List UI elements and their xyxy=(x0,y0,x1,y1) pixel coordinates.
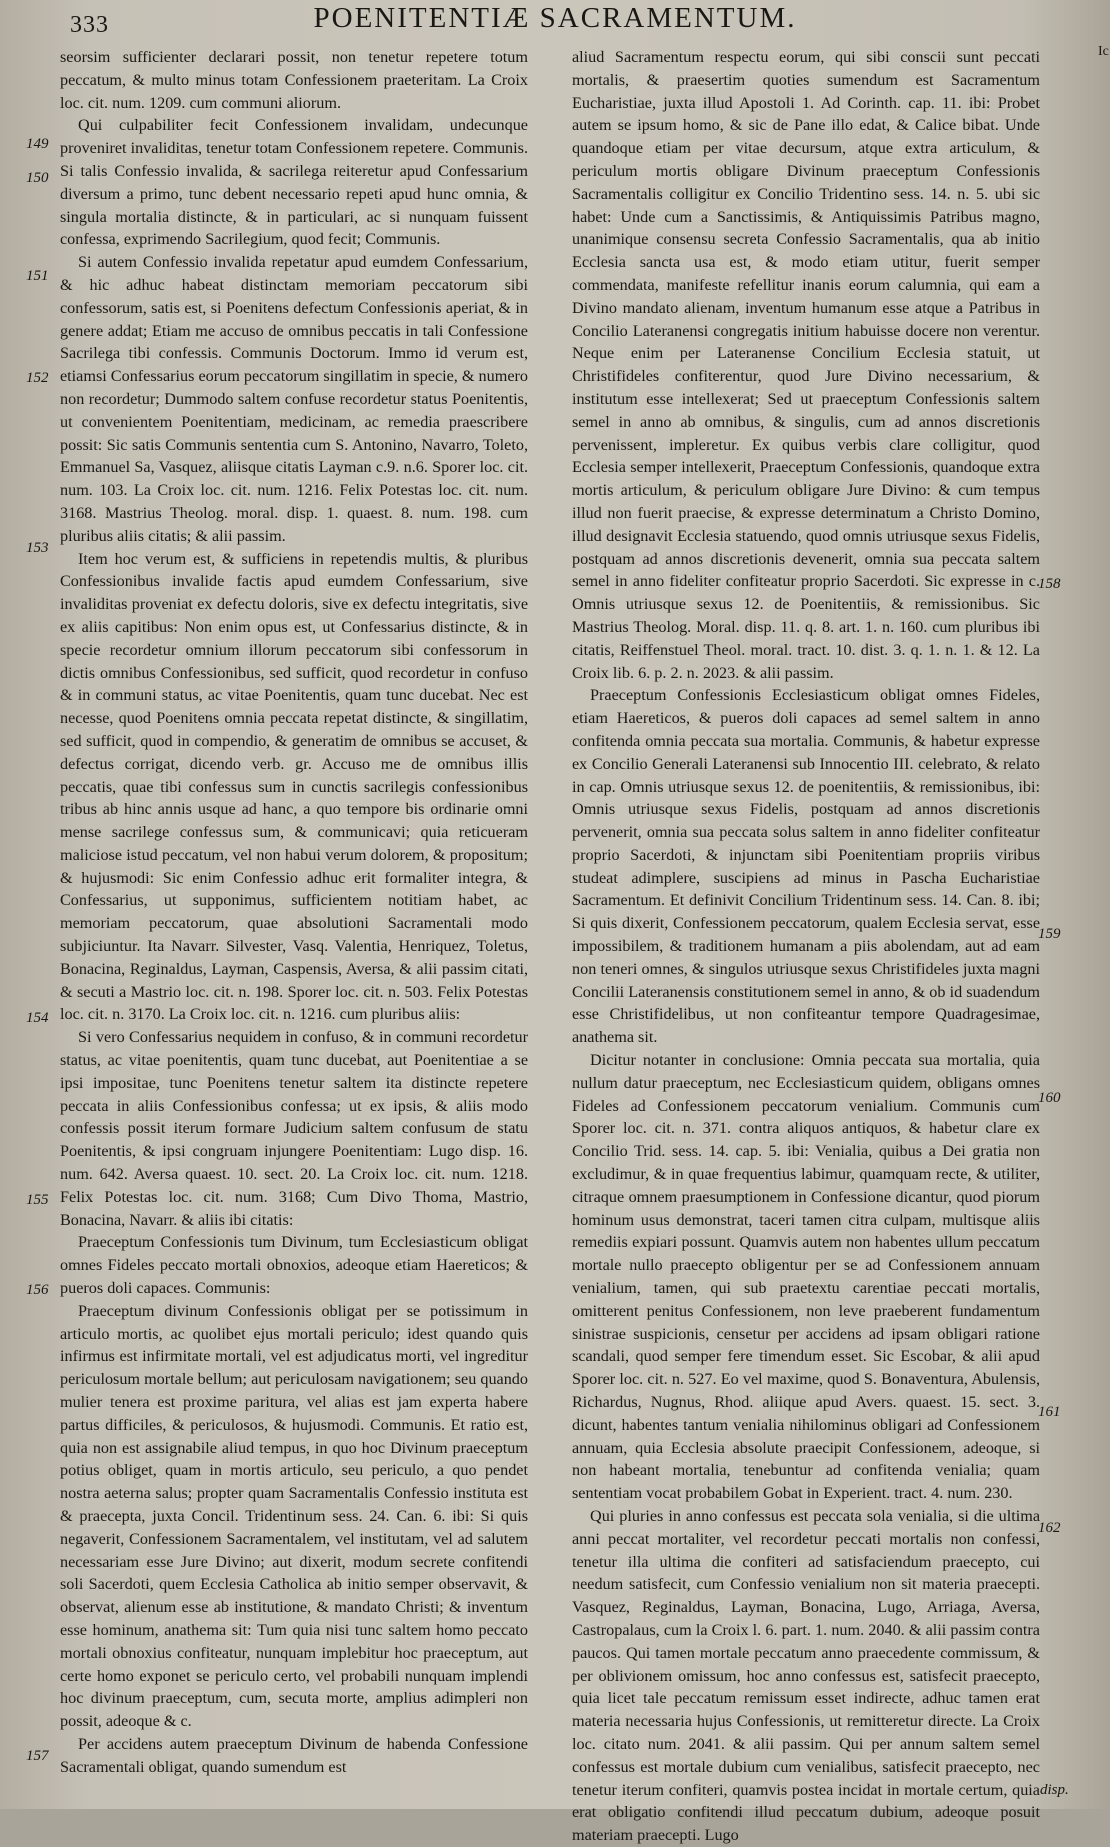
paragraph: Si autem Confessio invalida repetatur apud eumdem Confessarium, & hic adhuc habeat distinctam memoriam peccatorum sibi confessorum, satis est, si Poenitens defectum Confessionis aperiat, & in genere addat; Etiam me accuso de omnibus peccatis in tali Confessione Sacrilega tibi confessis. Communis Doctorum. Immo id verum est, etiamsi Confessarius eorum peccatorum singillatim in specie, & numero non recordetur; Dummodo saltem confuse recordetur status Poenitentis, ut convenientem Poenitentiam, medicinam, ac remedia praescribere possit: Sic satis Communis sententia cum S. Antonino, Navarro, Toleto, Emmanuel Sa, Vasquez, aliisque citatis Layman c.9. n.6. Sporer loc. cit. num. 103. La Croix loc. cit. num. 1216. Felix Potestas loc. cit. num. 3168. Mastrius Theolog. moral. disp. 1. quaest. 8. num. 198. cum pluribus aliis citatis; & alii passim. xyxy=(60,253,528,545)
margin-number: 153 xyxy=(26,540,49,556)
edge-mark: Ic xyxy=(1098,44,1109,59)
margin-number: 162 xyxy=(1038,1520,1061,1536)
margin-number: 161 xyxy=(1038,1404,1061,1420)
signature-mark: disp. xyxy=(1040,1782,1069,1798)
margin-number: 158 xyxy=(1038,576,1061,592)
paragraph: seorsim sufficienter declarari possit, non tenetur repetere totum peccatum, & multo minus totam Confessionem praeteritam. La Croix loc. cit. num. 1209. cum communi aliorum. xyxy=(60,48,528,112)
paragraph: Item hoc verum est, & sufficiens in repetendis multis, & pluribus Confessionibus invalide factis apud eumdem Confessarium, sive invaliditas proveniat ex defectu doloris, sive ex defectu integritatis, sive ex aliis capitibus: Non enim opus est, ut Confessarius distincte, & in specie recordetur omnium illorum peccatorum sibi confessorum in dictis omnibus Confessionibus, sed sufficit, quod recordetur in confuso & in communi status, ac vitae Poenitentis, quam tunc ducebat. Nec est necesse, quod Poenitens omnia peccata repetat distincte, & singillatim, sed sufficit, quod in compendio, & generatim de omnibus se accuset, & defectus corrigat, dicendo verb. gr. Accuso me de omnibus illis peccatis, quae tibi confessus sum in cunctis sacrilegis confessionibus tribus ab hinc annis usque ad hanc, a quo tempore bis ordinarie omni mense sacrilege confessus sum, & communicavi; quia reticueram maliciose istud peccatum, vel non habui verum dolorem, & propositum; & hujusmodi: Sic enim Confessio adhuc erit formaliter integra, & Confessarius, ut supponimus, sufficientem notitiam habet, ac memoriam peccatorum, quae absolutioni Sacramentali modo subjiciuntur. Ita Navarr. Silvester, Vasq. Valentia, Henriquez, Toletus, Bonacina, Reginaldus, Layman, Caspensis, Aversa, & alii passim citati, & secuti a Mastrio loc. cit. n. 198. Sporer loc. cit. n. 503. Felix Potestas loc. cit. n. 3170. La Croix loc. cit. n. 1216. cum pluribus aliis: xyxy=(60,549,528,1024)
margin-number: 157 xyxy=(26,1748,49,1764)
margin-number: 160 xyxy=(1038,1090,1061,1106)
margin-number: 159 xyxy=(1038,926,1061,942)
page-number: 333 xyxy=(70,12,109,38)
paragraph: Praeceptum divinum Confessionis obligat per se potissimum in articulo mortis, ac quolibet ejus mortali periculo; idest quando quis infirmus est infirmitate mortali, vel est adjudicatus morti, vel ingreditur periculosum mortale bellum; aut periculosam navigationem; seu quando mulier tenera est proxime paritura, vel alias est jam experta habere partus difficiles, & periculosos, & hujusmodi. Communis. Et ratio est, quia non est assignabile aliud tempus, in quo hoc Divinum praeceptum potius obliget, quam in mortis articulo, seu periculo, a quo pendet nostra aeterna salus; propter quam Sacramentalis Confessio instituta est & praecepta, juxta Concil. Tridentinum sess. 24. Can. 6. ibi: Si quis negaverit, Confessionem Sacramentalem, vel institutam, vel ad salutem necessariam esse Jure Divino; aut dixerit, modum secrete confitendi soli Sacerdoti, quem Ecclesia Catholica ab initio semper observavit, & observat, alienum esse ab institutione, & mandato Christi; & inventum esse hominum, anathema sit: Tum quia nisi tunc saltem homo peccato mortali obnoxius confiteatur, nunquam implebitur hoc praeceptum, aut certe homo exponet se periculo certo, vel probabili nunquam implendi hoc divinum praeceptum, cum, secuta morte, amplius adimpleri non possit, adeoque & c. xyxy=(60,1301,528,1731)
paragraph: Praeceptum Confessionis tum Divinum, tum Ecclesiasticum obligat omnes Fideles peccato mortali obnoxios, adeoque etiam Haereticos; & pueros doli capaces. Communis: xyxy=(60,1233,528,1298)
margin-number: 156 xyxy=(26,1282,49,1298)
margin-number: 152 xyxy=(26,370,49,386)
page-title: POENITENTIÆ SACRAMENTUM. xyxy=(313,2,797,34)
right-column xyxy=(572,46,1040,1845)
paragraph: Qui pluries in anno confessus est peccata sola venialia, si die ultima anni peccat mortaliter, vel recordetur peccati mortalis non confessi, tenetur illa ultima die confiteri ad satisfaciendum praecepto, cui needum satisfecit, cum Confessio venialium non sit materia praecepti. Vasquez, Reginaldus, Layman, Bonacina, Lugo, Arriaga, Aversa, Castropalaus, cum la Croix l. 6. part. 1. num. 2040. & alii passim contra paucos. Qui tamen mortale peccatum anno praecedente commissum, & per oblivionem omissum, hoc anno confessus est, satisfecit praecepto, quia licet tale peccatum remissum esset indirecte, adhuc tamen erat materia necessaria hujus Confessionis, ut remitteretur directe. La Croix loc. citato num. 2041. & alii passim. Qui per annum saltem semel confessus est mortale dubium cum venialibus, satisfecit praecepto, nec tenetur iterum confiteri, quamvis postea incidat in mortale certum, quia erat obligatio confitendi illud peccatum dubium, adeoque posuit materiam praecepti. Lugo xyxy=(572,1507,1040,1845)
paragraph: aliud Sacramentum respectu eorum, qui sibi conscii sunt peccati mortalis, & praesertim quoties sumendum est Sacramentum Eucharistiae, juxta illud Apostoli 1. Ad Corinth. cap. 11. ibi: Probet autem se ipsum homo, & sic de Pane illo edat, & Calice bibat. Unde quandoque etiam per vitae decursum, atque extra articulum, & periculum mortis obligare Divinum praeceptum Confessionis Sacramentalis colligitur ex Concilio Tridentino sess. 14. n. 5. ubi sic habet: Unde cum a Sanctissimis, & Antiquissimis Patribus magno, unanimique consensu secreta Confessio Sacramentalis, qua ab initio Ecclesia sancta usa est, & modo etiam utitur, fuerit semper commendata, manifeste refellitur inanis eorum calumnia, qui eam a Divino mandato alienam, inventum humanum esse atque a Patribus in Concilio Lateranensi congregatis initium habuisse docere non verentur. Neque enim per Lateranense Concilium Ecclesia statuit, ut Christifideles confiterentur, quod Jure Divino necessarium, & institutum esse intellexerat; Sed ut praeceptum Confessionis saltem semel in anno ab omnibus, & singulis, cum ad annos discretionis pervenissent, impleretur. Ex quibus verbis clare colligitur, quod Ecclesia semper intellexerit, Praeceptum Confessionis, quandoque extra mortis articulum, & periculum obligare Jure Divino: & cum tempus illud non fuerit praecise, & expresse determinatum a Christo Domino, illud designavit Ecclesia statuendo, quod omnis utriusque sexus Fidelis, postquam ad annos discretionis devenerit, omnia sua peccata saltem semel in anno fideliter confiteatur proprio Sacerdoti. Sic expresse in c. Omnis utriusque sexus 12. de Poenitentiis, & remissionibus. Sic Mastrius Theolog. Moral. disp. 11. q. 8. art. 1. n. 160. cum pluribus ibi citatis, Reiffenstuel Theol. moral. tract. 10. dist. 3. q. 1. n. 1. & 12. La Croix lib. 6. p. 2. n. 2023. & alii passim. xyxy=(572,48,1040,682)
margin-number: 150 xyxy=(26,170,49,186)
running-head xyxy=(0,2,1110,35)
paragraph: Si vero Confessarius nequidem in confuso, & in communi recordetur status, ac vitae poenitentis, quam tunc ducebat, aut Poenitentiae a se ipsi impositae, tunc Poenitens tenetur saltem ita distincte repetere peccata in aliis Confessionibus confessa; ut ex ipsis, & aliis modo confessis possit iterum formare Judicium saltem confusum de statu Poenitentis, & ipsi congruam injungere Poenitentiam: Lugo disp. 16. num. 642. Aversa quaest. 10. sect. 20. La Croix loc. cit. num. 1218. Felix Potestas loc. cit. num. 3168; Cum Divo Thoma, Mastrio, Bonacina, Navarr. & aliis ibi citatis: xyxy=(60,1028,528,1229)
paragraph: Praeceptum Confessionis Ecclesiasticum obligat omnes Fideles, etiam Haereticos, & pueros doli capaces ad semel saltem in anno confitenda omnia peccata sua mortalia. Communis, & habetur expresse ex Concilio Generali Lateranensi sub Innocentio III. celebrato, & relato in cap. Omnis utriusque sexus 12. de poenitentiis, & remissionibus, ibi: Omnis utriusque sexus Fidelis, postquam ad annos discretionis pervenerit, omnia sua peccata solus saltem in anno fideliter confiteatur proprio Sacerdoti, & injunctam sibi Poenitentiam propriis viribus studeat adimplere, suscipiens ad minus in Pascha Eucharistiae Sacramentum. Et definivit Concilium Tridentinum sess. 14. Can. 8. ibi; Si quis dixerit, Confessionem peccatorum, qualem Ecclesia servat, esse impossibilem, & traditionem humanam a piis abolendam, aut ad eam non teneri omnes, & singulos utriusque sexus Christifideles juxta magni Concilii Lateranensis constitutionem semel in anno, & ob id suadendum esse Christifidelibus, ut non confiteantur tempore Quadragesimae, anathema sit. xyxy=(572,686,1040,1047)
margin-number: 149 xyxy=(26,136,49,152)
paragraph: Qui culpabiliter fecit Confessionem invalidam, undecunque proveniret invaliditas, tenetur totam Confessionem repetere. Communis. Si talis Confessio invalida, & sacrilega reiteretur apud Confessarium diversum a primo, tunc debent necessario repeti apud hunc omnia, & singula mortalia distincte, & in particulari, ac si nunquam fuissent confessa, exprimendo Sacrilegium, quod fecit; Communis. xyxy=(60,116,528,249)
paragraph: Dicitur notanter in conclusione: Omnia peccata sua mortalia, quia nullum datur praeceptum, nec Ecclesiasticum quidem, obligans omnes Fideles ad Confessionem peccatorum venialium. Communis cum Sporer loc. cit. n. 371. contra aliquos antiquos, & habetur clare ex Concilio Trid. sess. 14. cap. 5. ibi: Venialia, quibus a Dei gratia non excludimur, & in quae frequentius labimur, quamquam recte, & utiliter, citraque omnem praesumptionem in Confessione dicantur, quod piorum hominum usus demonstrat, taceri tamen citra culpam, multisque aliis remediis expiari possunt. Quamvis autem non habentes ullum peccatum mortale nullo praecepto obligentur per se ad Confessionem annuam venialium, tamen, qui sub praetextu carentiae peccati mortalis, omitterent penitus Confessionem, non leve praeberent fundamentum sinistrae suspicionis, censetur per accidens ad ipsam obligari ratione scandali, quod semper fere timendum esset. Sic Escobar, & alii apud Sporer loc. cit. n. 527. Eo vel maxime, quod S. Bonaventura, Abulensis, Richardus, Nugnus, Rhod. aliique apud Avers. quaest. 15. sect. 3. dicunt, habentes tantum venialia nihilominus obligari ad Confessionem annuam, quia Ecclesia absolute praecipit Confessionem, adeoque, si non habeant mortalia, tenebuntur ad confitenda venialia; quam sententiam vocat probabilem Gobat in Experient. tract. 4. num. 230. xyxy=(572,1051,1040,1503)
margin-number: 151 xyxy=(26,268,49,284)
left-column xyxy=(60,46,528,1801)
paragraph: Per accidens autem praeceptum Divinum de habenda Confessione Sacramentali obligat, quando sumendum est xyxy=(60,1734,528,1776)
margin-number: 155 xyxy=(26,1192,49,1208)
margin-number: 154 xyxy=(26,1010,49,1026)
